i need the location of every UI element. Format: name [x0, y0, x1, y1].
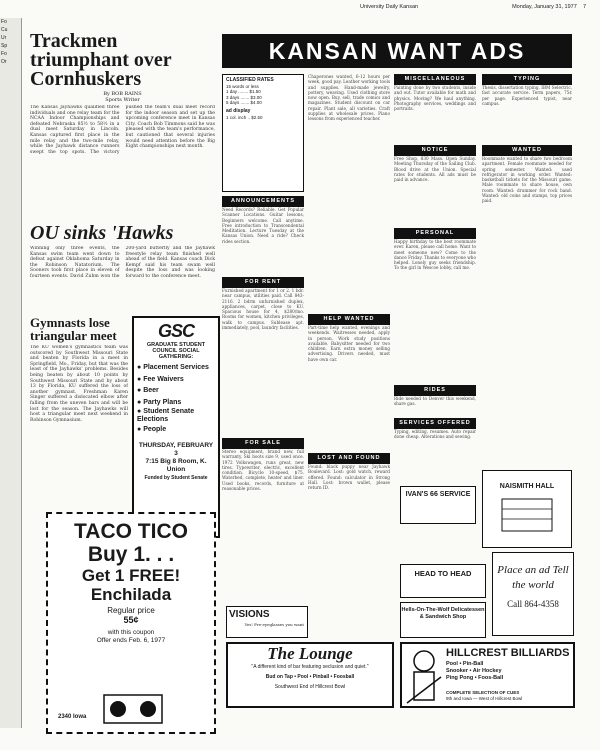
- typing-listings: Thesis, dissertation typing. IBM Selectric, fast accurate service. Term papers, 75¢ per page. Experienced typist, near campus.: [482, 85, 572, 106]
- services-listings: Typing, editing, resumes. Auto repair done cheap. Alterations and sewing.: [394, 429, 476, 440]
- byline-role: Sports Writer: [105, 97, 140, 103]
- rates-line: 5 days ....... $4.00: [226, 100, 262, 106]
- taco-offer-line2: Get 1 FREE!: [81, 566, 181, 585]
- billiards-item: Snooker • Air Hockey: [446, 668, 502, 674]
- taco-regular: Regular price: [107, 606, 155, 615]
- taco-logo-mark: [110, 701, 126, 717]
- gymnasts-article-body: The KU women's gymnastics team was outscored by Southwest Missouri State and beaten by Florida in a meet in Springfield, Mo., Friday, but that was the least of the Jayhawks' problems. Besides being beaten by about 10 points by Southwest Missouri State and by about 13 by Florida, KU suffered the loss of another gymnast. Freshman Karen Singer suffered a dislocated elbow after falling from the uneven bars and will be lost for the season. The Jayhawks will host a triangular meet next weekend in Robinson Gymnasium.: [30, 345, 128, 423]
- taco-address: 2340 Iowa: [58, 714, 87, 720]
- gymnasts-lead: The KU women's gymnastics team was outscored by Southwest Missouri State and beaten by Florida in a meet in Springfield, Mo., Friday, but that was the least of the Jayhawks' problems.: [30, 345, 128, 373]
- taco-brand: TACO TICO: [74, 520, 188, 543]
- page-date: [512, 4, 586, 10]
- taco-expires: Offer ends Feb. 6, 1977: [96, 637, 166, 644]
- billiard-cue: [407, 677, 441, 703]
- gsc-item: ● Party Plans: [137, 398, 182, 406]
- visions-ad[interactable]: [226, 606, 308, 638]
- taco-item: Enchilada: [90, 585, 172, 604]
- rides-header: RIDES: [394, 385, 476, 396]
- mascot-head: [414, 651, 434, 671]
- personal-header: PERSONAL: [394, 228, 476, 239]
- lounge-address: Southwest End of Hillcrest Bowl: [274, 684, 346, 690]
- billiards-items: [446, 661, 503, 682]
- want-ads-column-4: [482, 74, 572, 421]
- head-to-head-name: HEAD TO HEAD: [414, 569, 472, 578]
- ivans-service-ad[interactable]: [400, 486, 476, 524]
- gsc-funded: Funded by Student Senate: [144, 474, 208, 481]
- lounge-features: Bud on Tap • Pool • Pinball • Foosball: [265, 674, 355, 680]
- wanted-listings: Roommate wanted to share two bedroom apartment. Female roommate needed for spring semester. Wanted: used refrigerator in working order. Wanted: basketball tickets for the Missouri game. Male roommate to share house, own room. Wanted: drummer for rock band. Wanted: old coins and stamps, top prices paid.: [482, 156, 572, 204]
- trackmen-article-body: The Kansas Jayhawks qualified three individuals and one relay team for the NCAA Indoor Championships and defeated Nebraska 85½ to 58½ in a dual meet Saturday in Lincoln. Kansas captured first place in the mile relay and the two-mile relay, while the Jayhawk distance runners swept the top spots. The victory pushed the team's dual meet record for the indoor season and set up the upcoming conference meet in Kansas City. Coach Bob Timmons said he was pleased with the team's performance, but cautioned that several injuries would need attention before the Big Eight championships next month.: [30, 105, 215, 155]
- want-ads-column-3: [394, 74, 476, 459]
- hillcrest-billiards-ad[interactable]: [400, 642, 575, 708]
- gsc-item: ● Student Senate Elections: [137, 408, 195, 423]
- visions-name: VISIONS: [229, 609, 270, 620]
- billiards-info: [446, 690, 522, 701]
- billiards-item: Pool • Pin-Ball: [446, 661, 484, 667]
- strip-fragment: Cu: [1, 27, 8, 33]
- taco-tico-coupon[interactable]: [46, 512, 216, 734]
- billiards-item: Ping Pong • Foos-Ball: [446, 675, 504, 681]
- previous-page-strip: [0, 18, 22, 728]
- head-to-head-ad[interactable]: [400, 564, 486, 598]
- misc-listings: Painting done by two students, inside and out. Tutor available for math and physics. Moving? We haul anything. Photography services, weddings and portraits.: [394, 85, 476, 112]
- gsc-title: GRADUATE STUDENT COUNCIL SOCIAL GATHERING:: [146, 342, 206, 360]
- place-an-ad[interactable]: [492, 552, 574, 636]
- gsc-item-label: Fee Waivers: [143, 375, 184, 383]
- byline-name: By BOB RAINS: [103, 91, 142, 97]
- naismith-hall-ad[interactable]: [482, 470, 572, 548]
- lounge-tagline: "A different kind of bar featuring seclusion and quiet.": [251, 664, 369, 670]
- wanted-header: WANTED: [482, 145, 572, 156]
- rates-line: ad display: [226, 107, 251, 114]
- strip-fragment: Sp: [1, 43, 8, 49]
- trackmen-byline: [30, 91, 215, 103]
- gsc-time-line: 7:15 Big 8 Room, K. Union: [145, 457, 207, 473]
- taco-logo-mark: [140, 701, 156, 717]
- classified-rates-box: [222, 74, 304, 192]
- lost-found-header: LOST AND FOUND: [308, 453, 390, 464]
- ivans-name: IVAN'S 66 SERVICE: [405, 491, 471, 498]
- strip-fragment: Ur: [1, 35, 7, 41]
- misc-listings-top: Chaperones wanted, 6-12 hours per week, good pay. Leather working tools and supplies. Hand-made jewelry, pottery, weaving. Used clothing store now open. Buy, sell, trade comics and magazines. Student discount on car repair. Plant sale, all varieties. Craft supplies at wholesale prices. Piano lessons from experienced teacher.: [308, 74, 390, 122]
- taco-offer-line1: Buy 1. . .: [87, 543, 175, 566]
- gsc-item: ● People: [137, 426, 167, 433]
- trackmen-headline: Trackmen triumphant over Cornhuskers: [30, 30, 172, 90]
- billiards-mascot-icon: [405, 647, 443, 705]
- for-rent-listings: Furnished apartment for 1 or 2. 1 bdr. near campus, utilities paid. Call 843-2116. 2 bdrm unfurnished duplex, appliances, carpet, close to KU. Spacious house for 4, $280/mo. Rooms for women, kitchen privileges, walk to campus. Sublease apt. immediately, pool, laundry facilities.: [222, 288, 304, 331]
- gsc-date: [137, 442, 215, 482]
- taco-coupon-terms: [52, 629, 210, 645]
- taco-price: 55¢: [123, 615, 139, 625]
- gsc-item-label: Beer: [143, 387, 159, 394]
- date-text: Monday, January 31, 1977: [512, 4, 577, 10]
- ou-lead: Winning only three events, the Kansas swim team went down to defeat against Oklahoma Saturday in the Robinson Natatorium.: [30, 246, 120, 268]
- gsc-items-list: [137, 362, 215, 436]
- want-ads-column-1: [222, 196, 304, 577]
- gsc-logo: GSC: [157, 321, 194, 341]
- rates-line: 15 words or less: [226, 83, 259, 89]
- help-wanted-listings: Part-time help wanted, evenings and weekends. Waitresses needed, apply in person. Work study positions available. Babysitter needed for two children. Earn extra money selling advertising. Drivers needed, must have own car.: [308, 325, 390, 362]
- announcements-listings: Need Records? Reliable. Get Popular Scanner Locations. Guitar lessons, Beginners welcome. Call anytime. Free introduction to Transcendental Meditation. Lecture Tuesday at the Kansas Union. Need a ride? Check rides section.: [222, 207, 304, 244]
- place-ad-phone: Call 864-4358: [507, 599, 559, 609]
- help-wanted-header: HELP WANTED: [308, 314, 390, 325]
- visions-sub: Yes! Pre-eyeglasses you want: [244, 622, 304, 627]
- billiards-tagline: COMPLETE SELECTION OF CUES: [446, 690, 520, 695]
- gsc-item-label: Student Senate Elections: [137, 408, 195, 423]
- misc-header: MISCELLANEOUS: [394, 74, 476, 85]
- strip-fragment: Fo: [1, 19, 7, 25]
- strip-fragment: Fo: [1, 51, 7, 57]
- rates-title: CLASSIFIED RATES: [226, 77, 274, 83]
- taco-tico-logo-icon: [103, 694, 163, 724]
- ou-headline: OU sinks 'Hawks: [30, 222, 174, 244]
- lounge-name: The Lounge: [267, 644, 353, 663]
- rates-line: 3 days ....... $3.00: [226, 94, 262, 100]
- page-number: 7: [582, 4, 586, 10]
- page-header: [0, 0, 600, 14]
- notice-header: NOTICE: [394, 145, 476, 156]
- for-sale-listings: Stereo equipment, brand new, full warranty. Ski boots size 9, used once. 1972 Volkswagen, runs great, new tires. Typewriter, electric, excellent condition. Bicycle 10-speed, $75. Waterbed, complete, heater and liner. Used books, records, furniture at reasonable prices.: [222, 449, 304, 492]
- want-ads-banner: KANSAN WANT ADS: [222, 34, 572, 68]
- for-sale-header: FOR SALE: [222, 438, 304, 449]
- gsc-item-label: Placement Services: [143, 364, 209, 371]
- ou-article-body: Winning only three events, the Kansas swim team went down to defeat against Oklahoma Saturday in the Robinson Natatorium. The Sooners took first place in eleven of fourteen events. David Zuhm won the 200-yard butterfly and the Jayhawk freestyle relay team finished well ahead of the field. Kansas coach Dick Kempf said his team swam well despite the loss and was looking forward to the conference meet.: [30, 246, 215, 279]
- rates-line: 1 day ........ $1.50: [226, 89, 261, 95]
- strip-fragment: Or: [1, 59, 7, 65]
- services-header: SERVICES OFFERED: [394, 418, 476, 429]
- naismith-name: NAISMITH HALL: [499, 483, 555, 490]
- rates-line: 1 col. inch .. $2.50: [226, 114, 263, 120]
- the-lounge-ad[interactable]: [226, 642, 394, 708]
- taco-coupon-text: with this coupon: [107, 629, 155, 636]
- paper-name: University Daily Kansan: [360, 4, 419, 10]
- building-icon: [497, 494, 557, 534]
- gsc-item: ● Beer: [137, 387, 159, 394]
- notice-listings: Free Shop, 830 Mass. Open Sunday. Meeting Thursday of the Sailing Club. Blood drive at the Union. Special rates for students. All ads must be paid in advance.: [394, 156, 476, 183]
- billiards-address: 9th and Iowa — West of Hillcrest Bowl: [446, 695, 523, 701]
- gsc-item-label: Party Plans: [143, 398, 182, 406]
- building-body: [502, 499, 552, 531]
- gsc-item-label: People: [143, 426, 167, 433]
- typing-header: TYPING: [482, 74, 572, 85]
- personal-listings: Happy birthday to the best roommate ever. Karen, please call home. Want to meet someone new? Come to the dance Friday. Thanks to everyone who helped. Lonely guy seeks friendship. To the girl in Wescoe lobby, call me.: [394, 239, 476, 271]
- gsc-date-line: THURSDAY, FEBRUARY 3: [138, 441, 214, 457]
- billiards-name: HILLCREST BILLIARDS: [446, 647, 570, 659]
- announcements-header: ANNOUNCEMENTS: [222, 196, 304, 207]
- lost-found-listings: Found: black puppy near Jayhawk Boulevard. Lost: gold watch, reward offered. Found: calculator in Strong Hall. Lost: brown wallet, please return ID.: [308, 464, 390, 491]
- rides-listings: Ride needed to Denver this weekend, share gas.: [394, 396, 476, 407]
- gymnasts-headline: Gymnasts lose triangular meet: [30, 315, 117, 343]
- trackmen-lead: The Kansas Jayhawks qualified three individuals and one relay team for the NCAA Indoor Championships and defeated Nebraska 85½ to 58½ in a dual meet Saturday in Lincoln.: [30, 105, 120, 133]
- gsc-item: ● Fee Waivers: [137, 375, 184, 383]
- for-rent-header: FOR RENT: [222, 277, 304, 288]
- hells-name: Hells-On-The-Wolf Delicatessen & Sandwich Shop: [401, 607, 485, 620]
- gsc-social-ad: [132, 316, 220, 538]
- place-ad-text: Place an ad Tell the world: [497, 564, 569, 591]
- want-ads-column-2: [308, 74, 390, 534]
- hells-deli-ad[interactable]: [400, 602, 486, 638]
- gsc-item: ● Placement Services: [137, 364, 209, 371]
